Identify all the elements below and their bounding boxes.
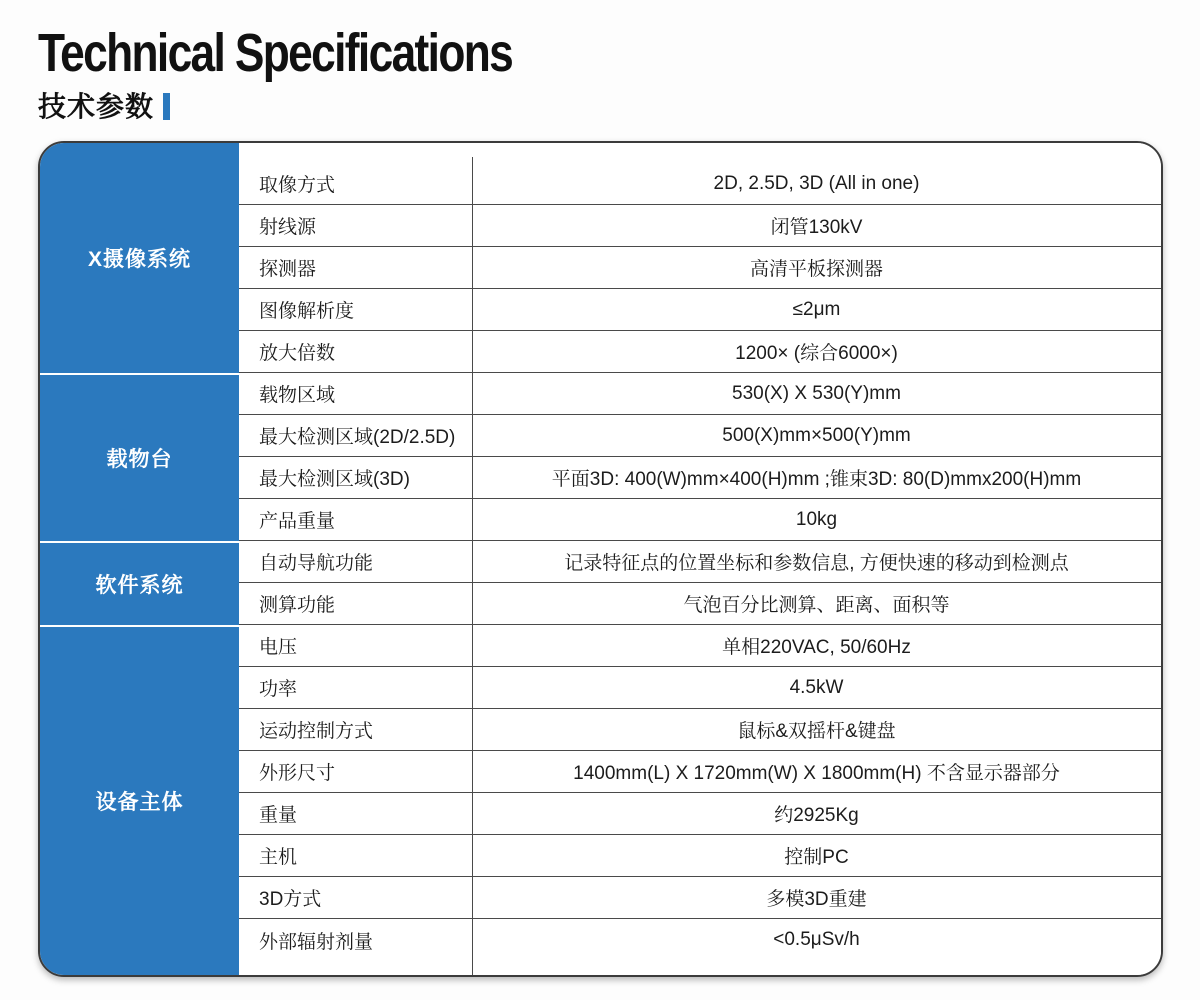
spec-label: 运动控制方式 bbox=[259, 721, 374, 742]
spec-value: 闭管130kV bbox=[770, 217, 863, 238]
table-row bbox=[239, 331, 1161, 373]
spec-label: 电压 bbox=[259, 637, 298, 658]
category-machine-body: 设备主体 bbox=[40, 625, 239, 975]
spec-value: 高清平板探测器 bbox=[749, 259, 883, 280]
table-row bbox=[239, 415, 1161, 457]
category-column bbox=[40, 143, 239, 975]
accent-bar bbox=[163, 93, 170, 120]
category-software-system: 软件系统 bbox=[40, 541, 239, 625]
table-row bbox=[239, 163, 1161, 205]
table-row bbox=[239, 205, 1161, 247]
table-row bbox=[239, 793, 1161, 835]
spec-label: 测算功能 bbox=[259, 595, 336, 616]
table-row bbox=[239, 751, 1161, 793]
spec-label: 功率 bbox=[259, 679, 298, 700]
spec-value: 单相220VAC, 50/60Hz bbox=[722, 637, 911, 658]
table-row bbox=[239, 373, 1161, 415]
spec-label: 外部辐射剂量 bbox=[259, 931, 374, 953]
spec-value: 约2925Kg bbox=[774, 805, 859, 826]
table-row bbox=[239, 919, 1161, 961]
category-x-imaging-system: X摄像系统 bbox=[40, 143, 239, 373]
spec-value: 1200× (综合6000×) bbox=[735, 343, 898, 364]
spec-value: 气泡百分比测算、距离、面积等 bbox=[683, 595, 950, 616]
spec-label: 最大检测区域(2D/2.5D) bbox=[259, 427, 456, 448]
spec-label: 载物区域 bbox=[259, 385, 336, 406]
spec-value: 平面3D: 400(W)mm×400(H)mm ;锥束3D: 80(D)mmx200(H)mm bbox=[551, 469, 1082, 490]
spec-value: 1400mm(L) X 1720mm(W) X 1800mm(H) 不含显示器部分 bbox=[573, 763, 1060, 784]
table-row bbox=[239, 667, 1161, 709]
spec-label: 放大倍数 bbox=[259, 343, 336, 364]
table-row bbox=[239, 709, 1161, 751]
spec-label: 重量 bbox=[259, 805, 298, 826]
table-row bbox=[239, 289, 1161, 331]
spec-value: 记录特征点的位置坐标和参数信息, 方便快速的移动到检测点 bbox=[564, 553, 1069, 574]
spec-value: 控制PC bbox=[784, 847, 849, 868]
page-subtitle: 技术参数 bbox=[38, 91, 155, 122]
page-subtitle-row bbox=[38, 89, 1163, 121]
column-divider bbox=[472, 157, 473, 975]
table-row bbox=[239, 541, 1161, 583]
spec-label: 图像解析度 bbox=[259, 301, 355, 322]
spec-label: 外形尺寸 bbox=[259, 763, 336, 784]
spec-label: 最大检测区域(3D) bbox=[259, 469, 410, 490]
table-row bbox=[239, 583, 1161, 625]
spec-label: 探测器 bbox=[259, 259, 317, 280]
table-row bbox=[239, 625, 1161, 667]
spec-label: 主机 bbox=[259, 847, 298, 868]
spec-label: 自动导航功能 bbox=[259, 553, 374, 574]
table-row bbox=[239, 457, 1161, 499]
spec-label: 产品重量 bbox=[259, 511, 336, 532]
spec-value: 4.5kW bbox=[789, 676, 844, 698]
table-row bbox=[239, 499, 1161, 541]
spec-label: 射线源 bbox=[259, 217, 317, 238]
spec-value: 多模3D重建 bbox=[766, 889, 867, 910]
spec-value: 10kg bbox=[795, 508, 838, 530]
spec-rows bbox=[239, 143, 1161, 975]
spec-value: 500(X)mm×500(Y)mm bbox=[722, 424, 911, 446]
table-row bbox=[239, 835, 1161, 877]
category-stage: 载物台 bbox=[40, 373, 239, 541]
table-row bbox=[239, 247, 1161, 289]
spec-value: 鼠标&双摇杆&键盘 bbox=[737, 721, 896, 742]
spec-label: 3D方式 bbox=[259, 889, 322, 910]
spec-value: 2D, 2.5D, 3D (All in one) bbox=[713, 172, 920, 194]
spec-table bbox=[38, 141, 1163, 977]
spec-value: ≤2μm bbox=[792, 298, 841, 320]
spec-label: 取像方式 bbox=[259, 175, 336, 196]
spec-value: 530(X) X 530(Y)mm bbox=[732, 382, 901, 404]
spec-value: <0.5μSv/h bbox=[773, 929, 860, 950]
table-row bbox=[239, 877, 1161, 919]
page-title: Technical Specifications bbox=[38, 23, 513, 83]
